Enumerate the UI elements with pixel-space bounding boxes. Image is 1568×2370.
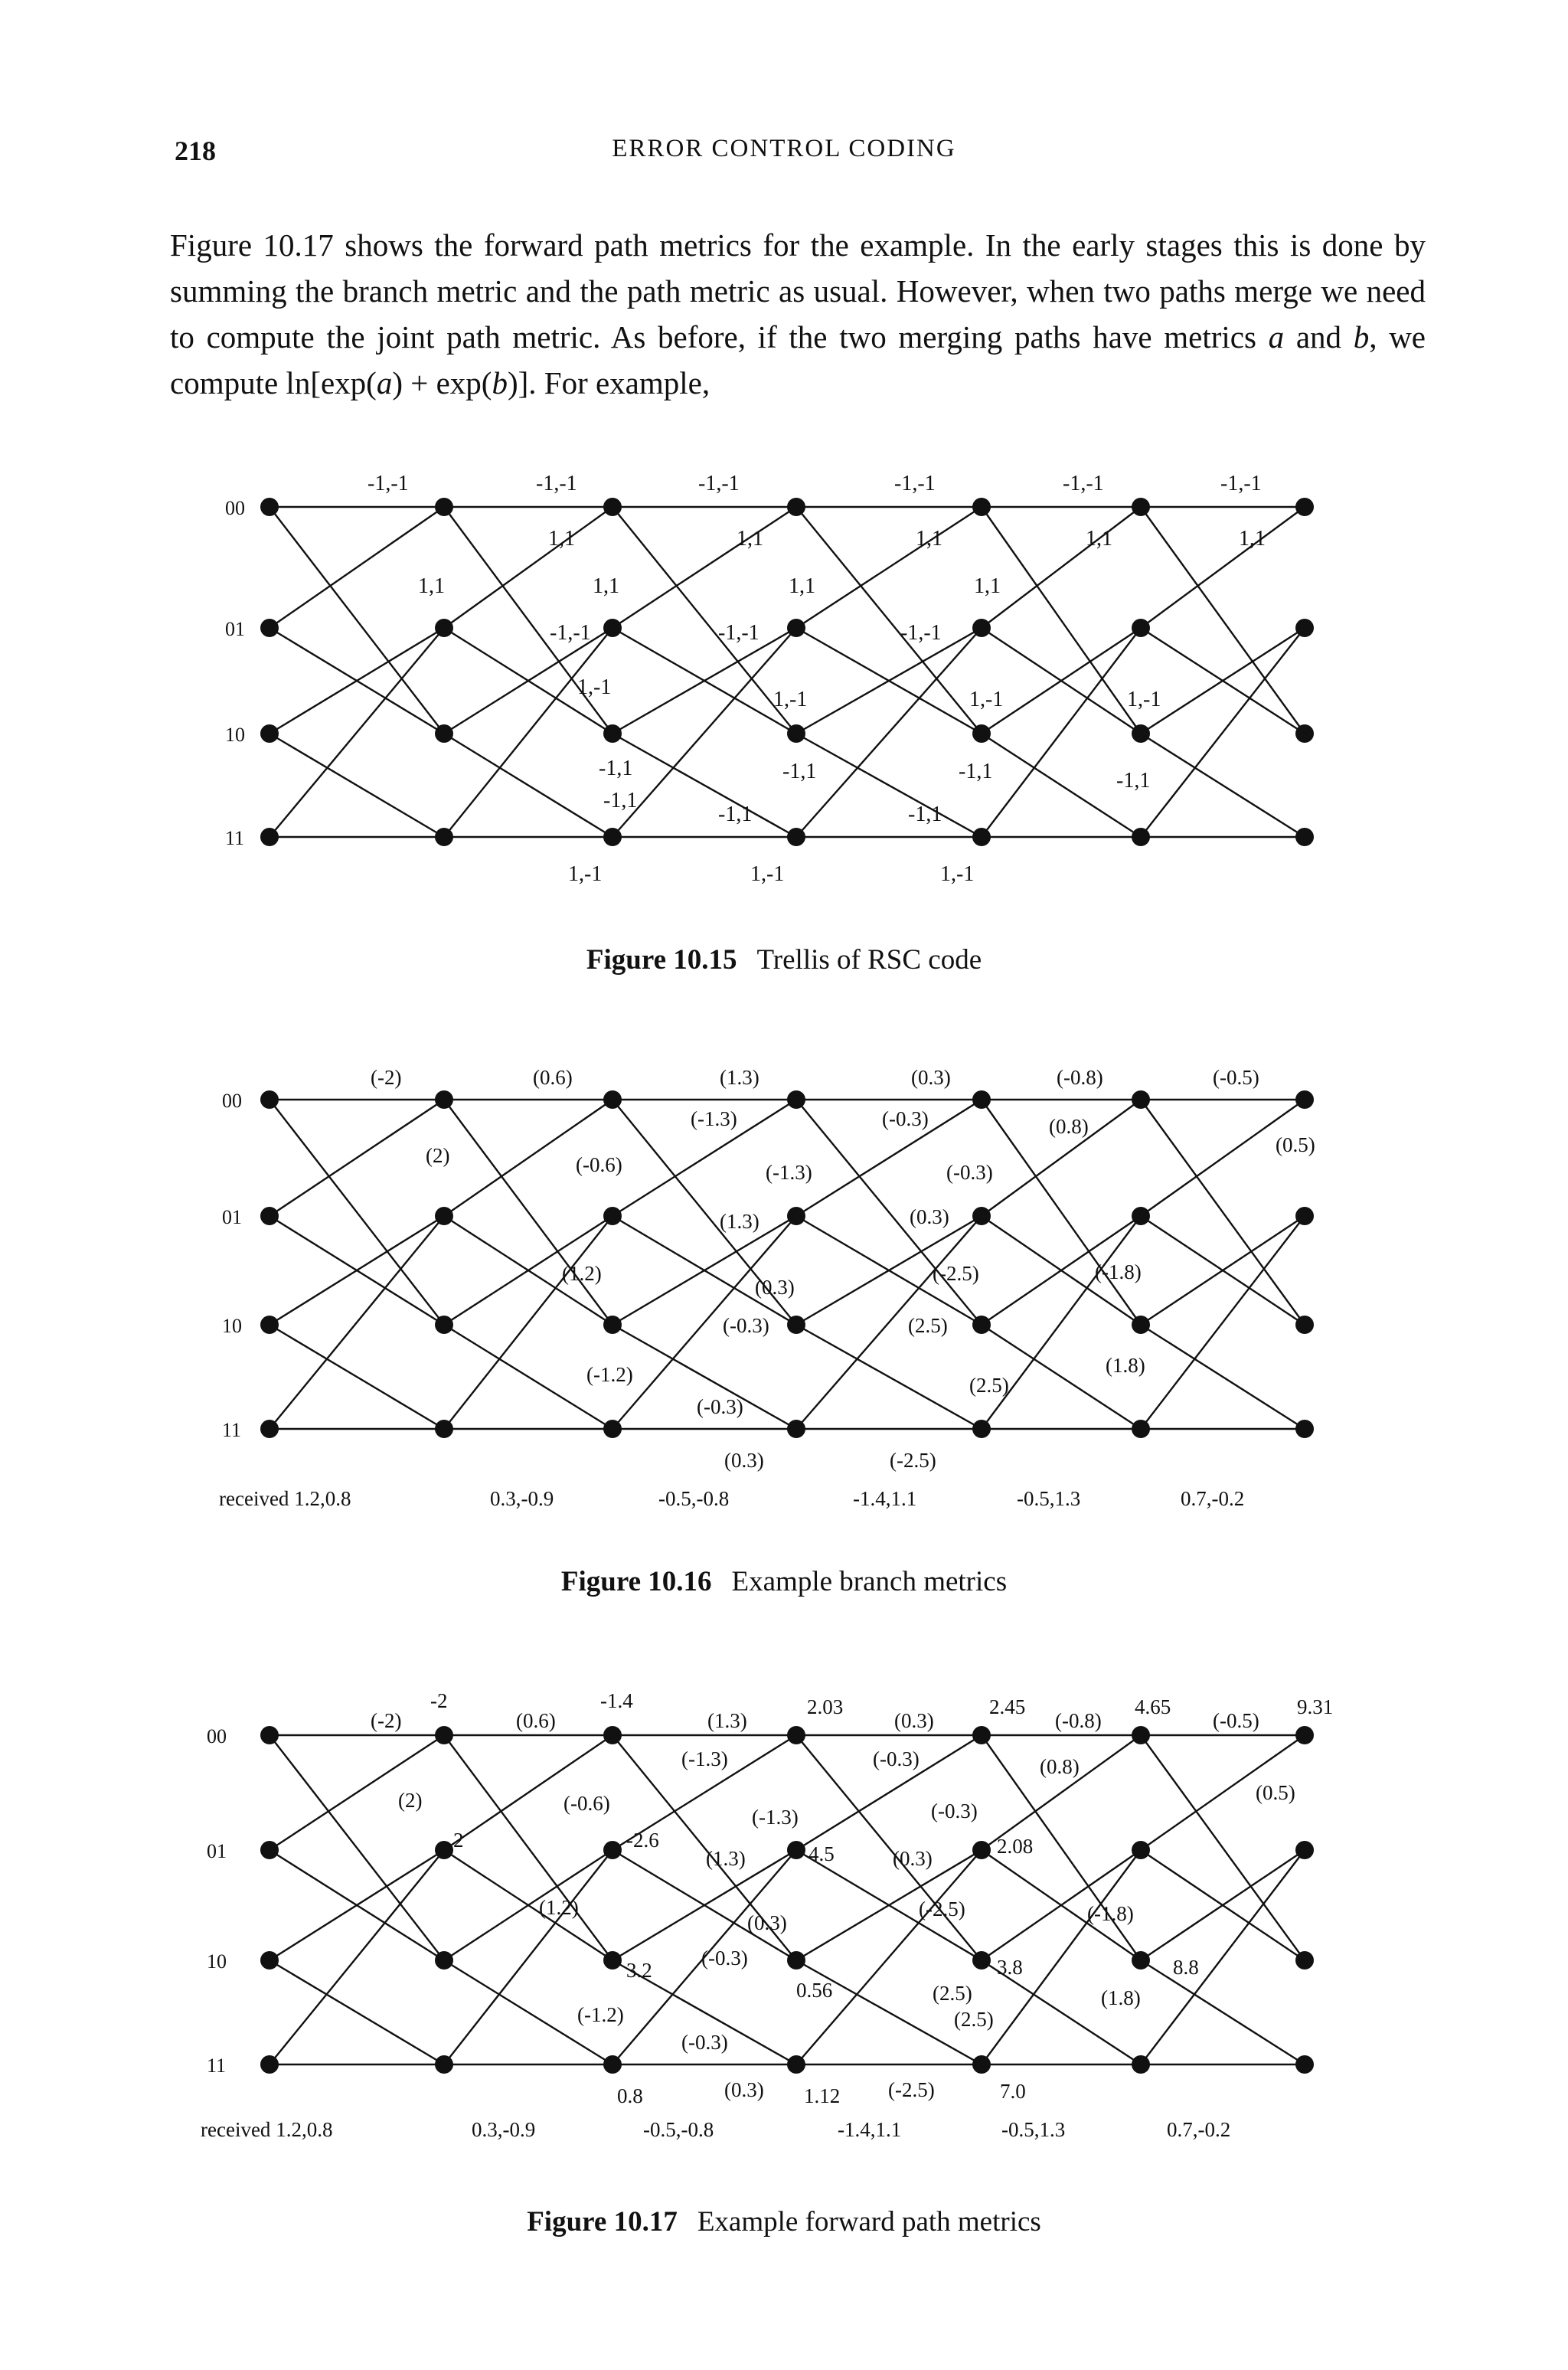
paragraph-text: and bbox=[1284, 319, 1354, 355]
trellis-node bbox=[260, 498, 279, 516]
trellis-node bbox=[603, 1207, 622, 1225]
trellis-node bbox=[787, 1090, 805, 1109]
trellis-structure bbox=[260, 498, 1314, 846]
branch-label: -1,-1 bbox=[894, 472, 936, 495]
branch-label: -1,-1 bbox=[368, 472, 409, 495]
state-label: 11 bbox=[207, 2055, 227, 2077]
figure-caption bbox=[0, 2205, 1568, 2238]
trellis-node bbox=[435, 1420, 453, 1438]
branch-label: -1,1 bbox=[599, 757, 633, 780]
trellis-branch bbox=[1141, 1735, 1305, 1960]
trellis-node bbox=[260, 828, 279, 846]
trellis-branch bbox=[982, 1216, 1141, 1429]
trellis-branch bbox=[270, 734, 444, 837]
trellis-branch bbox=[1141, 1850, 1305, 2064]
paragraph-text: , we compute ln[exp( bbox=[170, 319, 1426, 400]
trellis-branch bbox=[270, 628, 444, 837]
branch-metric: (-0.3) bbox=[697, 1395, 743, 1418]
trellis-node bbox=[972, 828, 991, 846]
trellis-node bbox=[1295, 828, 1314, 846]
trellis-node bbox=[435, 2055, 453, 2074]
branch-metric: (0.3) bbox=[724, 2078, 764, 2101]
trellis-node bbox=[435, 1726, 453, 1744]
trellis-node bbox=[260, 1841, 279, 1859]
received-value: -0.5,-0.8 bbox=[643, 2118, 714, 2141]
branch-metric: (0.3) bbox=[911, 1066, 951, 1089]
trellis-node bbox=[1295, 2055, 1314, 2074]
trellis-branch bbox=[612, 734, 796, 837]
branch-label: -1,1 bbox=[959, 760, 993, 783]
branch-metric: (0.5) bbox=[1256, 1781, 1295, 1804]
branch-metric: (1.3) bbox=[706, 1847, 746, 1870]
trellis-branch bbox=[270, 1216, 444, 1429]
trellis-node bbox=[435, 724, 453, 743]
trellis-branch bbox=[270, 1850, 444, 2064]
trellis-node bbox=[972, 1090, 991, 1109]
trellis-branch bbox=[444, 628, 612, 837]
figure-caption bbox=[0, 943, 1568, 976]
state-label: 00 bbox=[225, 497, 245, 519]
path-metric: 1.12 bbox=[804, 2084, 841, 2107]
path-metric: 4.5 bbox=[808, 1842, 835, 1865]
branch-metrics-diagram bbox=[0, 1049, 1568, 1532]
state-label: 01 bbox=[222, 1206, 242, 1228]
state-label: 01 bbox=[207, 1840, 227, 1862]
branch-metric: (2.5) bbox=[969, 1374, 1009, 1397]
trellis-node bbox=[972, 1207, 991, 1225]
trellis-node bbox=[787, 1316, 805, 1334]
branch-metric: (2.5) bbox=[954, 2008, 994, 2031]
branch-metric: (-1.8) bbox=[1087, 1902, 1134, 1925]
trellis-branch bbox=[1141, 507, 1305, 628]
branch-metric: (-0.3) bbox=[931, 1800, 978, 1822]
received-label: received bbox=[219, 1487, 289, 1510]
branch-label: -1,1 bbox=[782, 760, 817, 783]
state-labels bbox=[222, 1090, 242, 1441]
branch-metric: (-1.3) bbox=[752, 1806, 799, 1829]
trellis-branch bbox=[1141, 1100, 1305, 1216]
branch-metric: (2.5) bbox=[908, 1314, 948, 1337]
trellis-branch bbox=[444, 507, 612, 628]
branch-metric: (0.5) bbox=[1276, 1133, 1315, 1156]
branch-metric: (2) bbox=[426, 1144, 450, 1167]
branch-metric: (-0.3) bbox=[701, 1947, 748, 1970]
branch-label: -1,1 bbox=[908, 803, 942, 826]
branch-metric: (-1.3) bbox=[766, 1161, 812, 1184]
branch-label: 1,1 bbox=[789, 574, 815, 598]
branch-metric: (-0.6) bbox=[564, 1792, 610, 1815]
branch-metric: (-1.3) bbox=[691, 1107, 737, 1130]
trellis-branch bbox=[1141, 1216, 1305, 1429]
trellis-node bbox=[787, 619, 805, 637]
state-label: 01 bbox=[225, 618, 245, 640]
path-metric: 8.8 bbox=[1173, 1956, 1199, 1979]
trellis-node bbox=[260, 1726, 279, 1744]
trellis-node bbox=[435, 1841, 453, 1859]
path-metric: 0.8 bbox=[617, 2084, 643, 2107]
trellis-node bbox=[260, 1316, 279, 1334]
branch-metric: (0.8) bbox=[1049, 1115, 1089, 1138]
trellis-branch bbox=[796, 628, 982, 837]
branch-label: -1,-1 bbox=[900, 621, 942, 645]
trellis-branch bbox=[796, 507, 982, 734]
branch-metric: (-2) bbox=[371, 1709, 402, 1732]
trellis-branch bbox=[270, 1100, 444, 1216]
path-metric: -2 bbox=[430, 1689, 448, 1712]
path-metric: 2.03 bbox=[807, 1695, 844, 1718]
trellis-node bbox=[603, 1841, 622, 1859]
trellis-node bbox=[1132, 1841, 1150, 1859]
branch-metric: (0.6) bbox=[533, 1066, 573, 1089]
received-value: -0.5,-0.8 bbox=[658, 1487, 730, 1510]
trellis-node bbox=[972, 724, 991, 743]
trellis-branch bbox=[796, 1325, 982, 1429]
branch-metric: (-2) bbox=[371, 1066, 402, 1089]
trellis-node bbox=[603, 724, 622, 743]
branch-metric: (-0.3) bbox=[873, 1747, 920, 1770]
trellis-node bbox=[972, 498, 991, 516]
trellis-node bbox=[260, 619, 279, 637]
trellis-node bbox=[787, 1951, 805, 1970]
trellis-branch bbox=[270, 1735, 444, 1960]
branch-metric: (-0.3) bbox=[946, 1161, 993, 1184]
trellis-node bbox=[1132, 2055, 1150, 2074]
branch-label: 1,1 bbox=[1239, 527, 1266, 551]
trellis-node bbox=[1132, 619, 1150, 637]
variable-a: a bbox=[1268, 319, 1285, 355]
trellis-node bbox=[972, 1726, 991, 1744]
branch-metric: (-0.3) bbox=[681, 2031, 728, 2054]
figure-number: Figure 10.17 bbox=[527, 2206, 678, 2238]
branch-label: -1,-1 bbox=[1220, 472, 1262, 495]
trellis-branch bbox=[444, 1735, 612, 1960]
trellis-branch bbox=[982, 1735, 1141, 1850]
branch-label: 1,-1 bbox=[1127, 688, 1161, 711]
received-value: -1.4,1.1 bbox=[853, 1487, 917, 1510]
trellis-branch bbox=[982, 628, 1141, 837]
branch-label: -1,-1 bbox=[698, 472, 740, 495]
trellis-node bbox=[260, 724, 279, 743]
trellis-branch bbox=[270, 507, 444, 628]
trellis-node bbox=[1132, 1726, 1150, 1744]
figure-title: Example branch metrics bbox=[731, 1566, 1008, 1597]
figure-title: Trellis of RSC code bbox=[756, 944, 982, 976]
branch-metric: (0.8) bbox=[1040, 1755, 1080, 1778]
trellis-branch bbox=[444, 1216, 612, 1429]
branch-label: 1,1 bbox=[974, 574, 1001, 598]
branch-labels bbox=[368, 472, 1266, 886]
trellis-node bbox=[603, 619, 622, 637]
branch-label: -1,1 bbox=[603, 789, 638, 812]
state-label: 11 bbox=[225, 827, 245, 849]
branch-label: 1,1 bbox=[418, 574, 445, 598]
trellis-node bbox=[972, 1951, 991, 1970]
branch-metric: (0.3) bbox=[724, 1449, 764, 1472]
branch-metric: (-0.6) bbox=[576, 1153, 622, 1176]
branch-metric: (-0.3) bbox=[882, 1107, 929, 1130]
trellis-structure bbox=[260, 1090, 1314, 1438]
trellis-branch bbox=[982, 507, 1141, 734]
received-value: 0.3,-0.9 bbox=[490, 1487, 554, 1510]
state-labels bbox=[207, 1725, 227, 2077]
received-values bbox=[219, 1487, 1244, 1510]
trellis-node bbox=[787, 724, 805, 743]
branch-metric: (1.2) bbox=[562, 1262, 602, 1285]
trellis-node bbox=[787, 1841, 805, 1859]
received-value: 1.2,0.8 bbox=[294, 1487, 351, 1510]
trellis-branch bbox=[796, 1216, 982, 1429]
branch-metric: (0.3) bbox=[747, 1911, 787, 1934]
branch-metric: (1.2) bbox=[539, 1896, 579, 1919]
trellis-node bbox=[260, 1951, 279, 1970]
trellis-node bbox=[787, 1726, 805, 1744]
variable-a: a bbox=[376, 365, 393, 400]
received-values bbox=[201, 2118, 1230, 2141]
running-title: ERROR CONTROL CODING bbox=[612, 135, 956, 162]
branch-metric: (1.8) bbox=[1106, 1354, 1145, 1377]
branch-metric: (-1.2) bbox=[586, 1363, 633, 1386]
trellis-node bbox=[1132, 1090, 1150, 1109]
branch-label: 1,-1 bbox=[577, 675, 612, 699]
trellis-node bbox=[603, 1951, 622, 1970]
variable-b: b bbox=[492, 365, 508, 400]
branch-metric: (-0.8) bbox=[1055, 1709, 1102, 1732]
branch-metric: (-1.2) bbox=[577, 2003, 624, 2026]
trellis-node bbox=[1132, 828, 1150, 846]
trellis-structure bbox=[260, 1726, 1314, 2074]
trellis-branch bbox=[1141, 1960, 1305, 2064]
trellis-node bbox=[1295, 1951, 1314, 1970]
branch-label: 1,1 bbox=[593, 574, 619, 598]
trellis-node bbox=[1132, 1316, 1150, 1334]
trellis-branch bbox=[270, 507, 444, 734]
state-label: 10 bbox=[225, 724, 245, 746]
branch-metric: (-2.5) bbox=[890, 1449, 936, 1472]
received-value: -0.5,1.3 bbox=[1001, 2118, 1066, 2141]
branch-metric: (-0.8) bbox=[1057, 1066, 1103, 1089]
branch-label: -1,1 bbox=[718, 803, 753, 826]
trellis-node bbox=[260, 1420, 279, 1438]
branch-label: 1,1 bbox=[737, 527, 763, 551]
trellis-node bbox=[1295, 498, 1314, 516]
trellis-branch bbox=[982, 507, 1141, 628]
trellis-node bbox=[1295, 1207, 1314, 1225]
trellis-branch bbox=[796, 734, 982, 837]
state-label: 11 bbox=[222, 1419, 242, 1441]
trellis-branch bbox=[444, 507, 612, 734]
trellis-branch bbox=[444, 1850, 612, 2064]
path-metric: 4.65 bbox=[1135, 1695, 1171, 1718]
trellis-node bbox=[1295, 1090, 1314, 1109]
trellis-node bbox=[435, 1951, 453, 1970]
path-metric: 7.0 bbox=[1000, 2080, 1026, 2103]
branch-label: 1,1 bbox=[916, 527, 942, 551]
trellis-branch bbox=[270, 1100, 444, 1325]
trellis-node bbox=[435, 498, 453, 516]
trellis-node bbox=[1295, 1841, 1314, 1859]
trellis-node bbox=[1295, 1420, 1314, 1438]
path-metric: -2.6 bbox=[626, 1829, 659, 1852]
branch-label: -1,-1 bbox=[718, 621, 760, 645]
branch-metric: (-0.5) bbox=[1213, 1709, 1259, 1732]
path-metric: 0.56 bbox=[796, 1979, 833, 2002]
branch-metric: (2.5) bbox=[933, 1982, 972, 2005]
trellis-node bbox=[1132, 1951, 1150, 1970]
path-metric: 2.45 bbox=[989, 1695, 1026, 1718]
path-metric: 2.08 bbox=[997, 1835, 1034, 1858]
branch-metric: (0.3) bbox=[755, 1276, 795, 1299]
figure-number: Figure 10.15 bbox=[586, 944, 737, 976]
branch-label: 1,1 bbox=[1086, 527, 1112, 551]
trellis-branch bbox=[612, 628, 796, 837]
branch-metric: (0.3) bbox=[894, 1709, 934, 1732]
trellis-branch bbox=[1141, 507, 1305, 734]
trellis-node bbox=[1295, 1726, 1314, 1744]
trellis-node bbox=[972, 1316, 991, 1334]
branch-metric: (-1.3) bbox=[681, 1747, 728, 1770]
trellis-node bbox=[603, 1090, 622, 1109]
received-value: 0.3,-0.9 bbox=[472, 2118, 536, 2141]
trellis-node bbox=[1132, 1207, 1150, 1225]
trellis-branch bbox=[1141, 628, 1305, 837]
figure-caption bbox=[0, 1565, 1568, 1598]
paragraph-text: Figure 10.17 shows the forward path metrics for the example. In the early stages this is done by summing the branch metric and the path metric as usual. However, when two paths merge we need to compute the joint path metric. As before, if the two merging paths have metrics bbox=[170, 227, 1426, 355]
branch-metric: (0.3) bbox=[910, 1205, 949, 1228]
trellis-node bbox=[1132, 1420, 1150, 1438]
branch-label: -1,-1 bbox=[536, 472, 577, 495]
state-label: 00 bbox=[207, 1725, 227, 1747]
figure-number: Figure 10.16 bbox=[560, 1566, 712, 1597]
trellis-branch bbox=[444, 734, 612, 837]
received-value: -1.4,1.1 bbox=[838, 2118, 902, 2141]
trellis-node bbox=[1295, 619, 1314, 637]
branch-metric: (-2.5) bbox=[888, 2078, 935, 2101]
figure-title: Example forward path metrics bbox=[697, 2206, 1041, 2238]
trellis-branch bbox=[796, 507, 982, 628]
trellis-node bbox=[787, 1420, 805, 1438]
branch-label: 1,-1 bbox=[969, 688, 1004, 711]
trellis-node bbox=[787, 2055, 805, 2074]
state-label: 10 bbox=[222, 1315, 242, 1337]
branch-metric: (1.3) bbox=[720, 1066, 760, 1089]
svg-text:received 1.2,0.8 bbox=[219, 1487, 351, 1510]
branch-metric: (-2.5) bbox=[933, 1262, 979, 1285]
branch-metric: (1.3) bbox=[707, 1709, 747, 1732]
path-metric: 2 bbox=[453, 1829, 464, 1852]
branch-label: 1,-1 bbox=[940, 862, 975, 886]
trellis-node bbox=[260, 1090, 279, 1109]
trellis-node bbox=[1295, 724, 1314, 743]
paragraph-text: ) + exp( bbox=[392, 365, 492, 400]
branch-label: 1,1 bbox=[548, 527, 575, 551]
page-number: 218 bbox=[175, 136, 216, 166]
running-header bbox=[0, 135, 1568, 173]
trellis-node bbox=[972, 619, 991, 637]
trellis-diagram-rsc bbox=[0, 459, 1568, 934]
variable-b: b bbox=[1353, 319, 1370, 355]
received-label: received bbox=[201, 2118, 271, 2141]
received-value: 1.2,0.8 bbox=[276, 2118, 333, 2141]
trellis-node bbox=[260, 2055, 279, 2074]
branch-label: -1,-1 bbox=[550, 621, 591, 645]
trellis-node bbox=[435, 1316, 453, 1334]
branch-label: 1,-1 bbox=[773, 688, 808, 711]
path-metric: 3.2 bbox=[626, 1959, 652, 1982]
paragraph-text: )]. For example, bbox=[507, 365, 710, 400]
state-labels bbox=[225, 497, 245, 849]
trellis-branch bbox=[612, 507, 796, 628]
branch-metric: (1.8) bbox=[1101, 1986, 1141, 2009]
branch-metric: (-1.8) bbox=[1095, 1260, 1142, 1283]
trellis-node bbox=[972, 1841, 991, 1859]
branch-label: -1,1 bbox=[1116, 769, 1151, 793]
branch-label: -1,-1 bbox=[1063, 472, 1104, 495]
received-value: 0.7,-0.2 bbox=[1167, 2118, 1231, 2141]
trellis-branch bbox=[612, 507, 796, 734]
trellis-node bbox=[603, 2055, 622, 2074]
branch-metric: (0.6) bbox=[516, 1709, 556, 1732]
state-label: 00 bbox=[222, 1090, 242, 1112]
path-metric: 3.8 bbox=[997, 1956, 1023, 1979]
branch-metric-labels bbox=[371, 1066, 1315, 1472]
trellis-node bbox=[787, 498, 805, 516]
forward-path-metrics-diagram bbox=[0, 1677, 1568, 2175]
trellis-node bbox=[435, 1090, 453, 1109]
trellis-node bbox=[603, 1726, 622, 1744]
branch-label: 1,-1 bbox=[568, 862, 603, 886]
trellis-node bbox=[435, 1207, 453, 1225]
trellis-node bbox=[972, 2055, 991, 2074]
branch-label: 1,-1 bbox=[750, 862, 785, 886]
trellis-node bbox=[972, 1420, 991, 1438]
trellis-node bbox=[1295, 1316, 1314, 1334]
trellis-node bbox=[787, 828, 805, 846]
trellis-branch bbox=[270, 1960, 444, 2064]
trellis-node bbox=[787, 1207, 805, 1225]
trellis-node bbox=[603, 828, 622, 846]
body-paragraph bbox=[170, 222, 1426, 406]
branch-metric: (-0.5) bbox=[1213, 1066, 1259, 1089]
trellis-node bbox=[260, 1207, 279, 1225]
state-label: 10 bbox=[207, 1950, 227, 1973]
trellis-node bbox=[603, 1420, 622, 1438]
svg-text:received 1.2,0.8 bbox=[201, 2118, 332, 2141]
trellis-branch bbox=[270, 1325, 444, 1429]
trellis-node bbox=[1132, 498, 1150, 516]
branch-metric: (-2.5) bbox=[919, 1898, 965, 1921]
branch-metric: (-0.3) bbox=[723, 1314, 769, 1337]
trellis-node bbox=[603, 498, 622, 516]
trellis-node bbox=[603, 1316, 622, 1334]
trellis-branch bbox=[1141, 734, 1305, 837]
branch-metric: (1.3) bbox=[720, 1210, 760, 1233]
trellis-node bbox=[435, 828, 453, 846]
branch-metric: (2) bbox=[398, 1789, 423, 1812]
path-metric: 9.31 bbox=[1297, 1695, 1334, 1718]
trellis-branch bbox=[796, 1850, 982, 2064]
branch-metric: (0.3) bbox=[893, 1847, 933, 1870]
trellis-node bbox=[435, 619, 453, 637]
trellis-branch bbox=[444, 1100, 612, 1325]
received-value: -0.5,1.3 bbox=[1017, 1487, 1081, 1510]
received-value: 0.7,-0.2 bbox=[1181, 1487, 1245, 1510]
path-metric: -1.4 bbox=[600, 1689, 633, 1712]
trellis-node bbox=[1132, 724, 1150, 743]
trellis-branch bbox=[796, 1100, 982, 1325]
trellis-branch bbox=[1141, 1325, 1305, 1429]
